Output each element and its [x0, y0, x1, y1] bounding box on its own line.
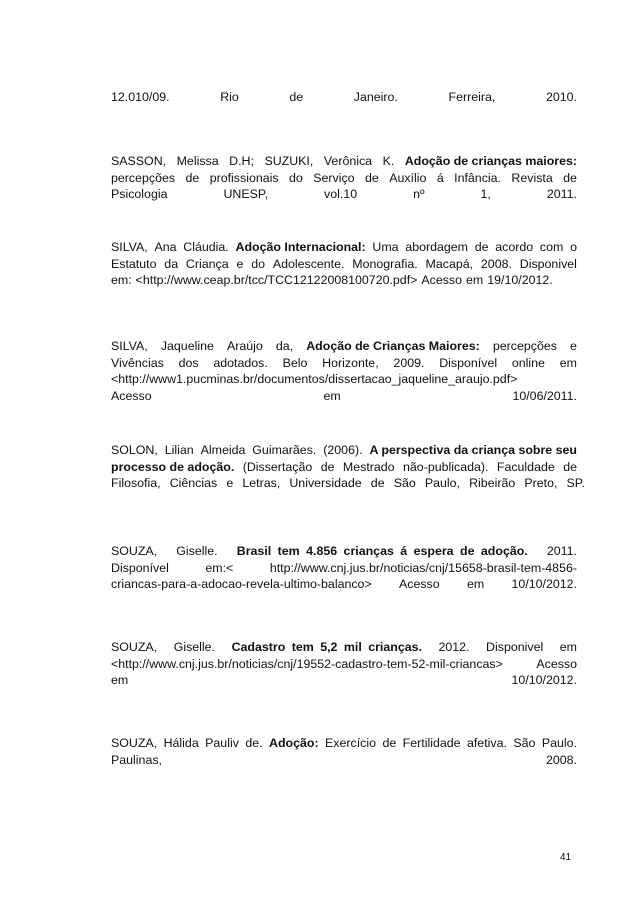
reference-text: em [466, 577, 485, 592]
reference-text: (2006). [323, 443, 363, 457]
reference-silva-jaqueline-2009 [111, 338, 577, 404]
reference-text: Disponível [111, 560, 169, 575]
reference-text: Macapá, [425, 256, 474, 271]
reference-line [111, 752, 577, 769]
reference-text: do [289, 170, 303, 185]
reference-text: Ribeirão [469, 476, 516, 491]
reference-title: A perspectiva da criança sobre seu [369, 443, 577, 457]
reference-text: profissionais [209, 170, 279, 185]
reference-text: Cláudia. [183, 240, 229, 254]
reference-text: Paulinas, [111, 752, 162, 767]
reference-text: de [364, 170, 379, 185]
reference-text: Revista [511, 170, 553, 185]
reference-text: de [320, 459, 335, 474]
reference-text: SILVA, [111, 240, 148, 254]
page-number: 41 [560, 852, 572, 863]
reference-text: Giselle. [176, 544, 218, 558]
reference-text: D.H; [229, 154, 254, 168]
reference-text: afetiva. [466, 736, 507, 750]
reference-text: do [251, 256, 265, 271]
reference-text: 2012. [438, 640, 470, 654]
reference-text: 2009. [393, 355, 425, 370]
reference-text: Janeiro. [353, 90, 398, 104]
reference-text: Paulo. [541, 736, 577, 750]
reference-text: e [570, 339, 577, 353]
reference-text: SOUZA, [111, 544, 158, 558]
reference-text: de [370, 476, 385, 491]
reference-text: de [474, 240, 489, 254]
reference-line [111, 371, 577, 388]
reference-text: Guimarães. [252, 443, 317, 457]
reference-text: 10/10/2012. [511, 577, 577, 592]
reference-text: Estatuto [111, 256, 157, 271]
reference-text: de [563, 459, 577, 474]
reference-text: Exercício [325, 736, 376, 750]
reference-line [111, 442, 577, 459]
reference-text: Rio [220, 90, 239, 104]
reference-text: Preto, [524, 476, 558, 491]
reference-text: á [436, 170, 444, 185]
reference-text: Mestrado [342, 459, 395, 474]
reference-text: Filosofia, [111, 476, 161, 491]
reference-text: Faculdade [496, 459, 555, 474]
reference-text: Paulo, [424, 476, 460, 491]
reference-souza-giselle-2012 [111, 639, 577, 689]
reference-text: dos [178, 355, 199, 370]
reference-text: 2011. [546, 187, 577, 202]
reference-text: em [111, 673, 129, 688]
reference-ferreira-2010 [111, 89, 577, 106]
reference-text: (Dissertação [242, 459, 313, 474]
reference-text: 1, [480, 187, 491, 202]
reference-text: Acesso [111, 388, 152, 403]
reference-title: Cadastro tem 5,2 mil crianças. [231, 640, 422, 654]
reference-text: Criança [185, 256, 229, 271]
reference-text: Melissa [176, 154, 219, 168]
reference-text: Vivências [111, 355, 164, 370]
reference-title: Adoção de Crianças Maiores: [306, 339, 480, 353]
reference-text: SOUZA, [111, 640, 158, 654]
reference-line [111, 186, 577, 203]
reference-title: processo de adoção. [111, 459, 235, 474]
reference-text: 10/06/2011. [512, 388, 577, 403]
reference-title: Adoção Internacional: [235, 240, 366, 254]
reference-text: SOLON, [111, 443, 158, 457]
reference-text: o [570, 240, 577, 254]
reference-text: Acesso [536, 656, 577, 671]
reference-text: 2008. [480, 256, 512, 271]
reference-text: online [511, 355, 545, 370]
reference-url: <http://www.ceap.br/tcc/TCC12122008100720.pdf> [135, 273, 418, 288]
reference-text: em [559, 640, 577, 654]
reference-text: Acesso [399, 577, 440, 592]
reference-text: Lilian [164, 443, 194, 457]
reference-text: de [289, 90, 304, 104]
reference-line [111, 239, 577, 256]
reference-url: criancas-para-a-adocao-revela-ultimo-balanco> [111, 577, 372, 592]
reference-line [111, 153, 577, 170]
reference-souza-giselle-2011 [111, 543, 577, 593]
reference-text: em [466, 273, 484, 288]
reference-text: percepções [111, 170, 176, 185]
reference-text: Araújo [226, 339, 263, 353]
reference-solon-2006 [111, 442, 585, 492]
reference-text: em [323, 388, 341, 403]
reference-text: Disponivel [486, 640, 544, 654]
reference-text: UNESP, [223, 187, 269, 202]
reference-text: da, [275, 339, 294, 353]
reference-text: em: [111, 273, 132, 288]
reference-text: Serviço [313, 170, 355, 185]
reference-text: SILVA, [111, 339, 148, 353]
reference-text: da [164, 256, 179, 271]
reference-text: São [393, 476, 416, 491]
reference-text: Hálida [163, 736, 199, 750]
reference-text: São [513, 736, 536, 750]
reference-text: Infância. [454, 170, 501, 185]
reference-text: Fertilidade [402, 736, 461, 750]
reference-text: 19/10/2012. [487, 273, 553, 288]
reference-text: e [236, 256, 244, 271]
reference-text: Giselle. [173, 640, 216, 654]
reference-text: Pauliv [205, 736, 239, 750]
reference-text: Ana [154, 240, 177, 254]
reference-text: SOUZA, [111, 736, 158, 750]
reference-text: percepções [492, 339, 557, 353]
reference-silva-ana-2008 [111, 239, 577, 289]
reference-line [111, 256, 577, 273]
reference-line [111, 355, 577, 372]
reference-line [111, 576, 577, 593]
reference-text: vol.10 [324, 187, 358, 202]
reference-line [111, 543, 577, 560]
reference-text: Almeida [200, 443, 246, 457]
reference-text: 10/10/2012. [511, 673, 577, 688]
reference-souza-halida-2008 [111, 735, 577, 768]
reference-line [111, 735, 577, 752]
reference-text: com [539, 240, 564, 254]
reference-line [111, 459, 577, 476]
reference-text: Belo [282, 355, 308, 370]
reference-line [111, 475, 585, 492]
reference-title: Adoção de crianças maiores: [404, 154, 577, 168]
reference-text: Jaqueline [160, 339, 214, 353]
reference-line [111, 170, 577, 187]
reference-url: <http://www1.pucminas.br/documentos/dissertacao_jaqueline_araujo.pdf> [111, 372, 518, 387]
reference-text: Disponível [439, 355, 498, 370]
reference-text: 2010. [545, 90, 577, 104]
reference-line [111, 560, 577, 577]
reference-text: Verônica [323, 154, 373, 168]
reference-text: Auxílio [389, 170, 427, 185]
reference-text: SASSON, [111, 154, 167, 168]
reference-text: Acesso [421, 273, 463, 288]
reference-text: Psicologia [111, 187, 168, 202]
reference-text: Letras, [242, 476, 281, 491]
reference-text: Universidade [289, 476, 362, 491]
reference-text: 2008. [545, 752, 577, 767]
reference-text: SUZUKI, [264, 154, 314, 168]
reference-text: Disponivel [519, 256, 577, 271]
reference-line [111, 272, 577, 289]
reference-text: de. [245, 736, 263, 750]
reference-text: Uma [372, 240, 399, 254]
reference-title: Adoção: [269, 736, 319, 750]
reference-text: e [226, 476, 234, 491]
reference-text: em [559, 355, 577, 370]
reference-url: <http://www.cnj.jus.br/noticias/cnj/19552-cadastro-tem-52-mil-criancas> [111, 656, 503, 671]
reference-line [111, 639, 577, 656]
reference-line [111, 388, 577, 405]
reference-text: 2011. [546, 544, 577, 558]
reference-text: Monografia. [352, 256, 418, 271]
reference-text: de [185, 170, 200, 185]
reference-url: http://www.cnj.jus.br/noticias/cnj/15658-brasil-tem-4856- [269, 560, 577, 575]
reference-text: adotados. [213, 355, 268, 370]
reference-text: não-publicada). [403, 459, 489, 474]
reference-text: Ferreira, [448, 90, 496, 104]
reference-text: K. [382, 154, 395, 168]
reference-text: de [382, 736, 397, 750]
reference-text: Ciências [169, 476, 218, 491]
reference-line [111, 338, 577, 355]
reference-text: Horizonte, [322, 355, 379, 370]
reference-line [111, 89, 577, 106]
reference-sasson-2011 [111, 153, 577, 203]
reference-text: Adolescente. [272, 256, 345, 271]
reference-text: 12.010/09. [111, 90, 170, 104]
reference-line [111, 672, 577, 689]
reference-line [111, 656, 577, 673]
reference-text: acordo [495, 240, 534, 254]
reference-text: nº [413, 187, 425, 202]
reference-text: em:< [205, 560, 234, 575]
reference-text: de [563, 170, 577, 185]
reference-text: SP. [566, 476, 585, 491]
reference-text: abordagem [405, 240, 468, 254]
reference-title: Brasil tem 4.856 crianças á espera de adoção. [236, 544, 528, 558]
